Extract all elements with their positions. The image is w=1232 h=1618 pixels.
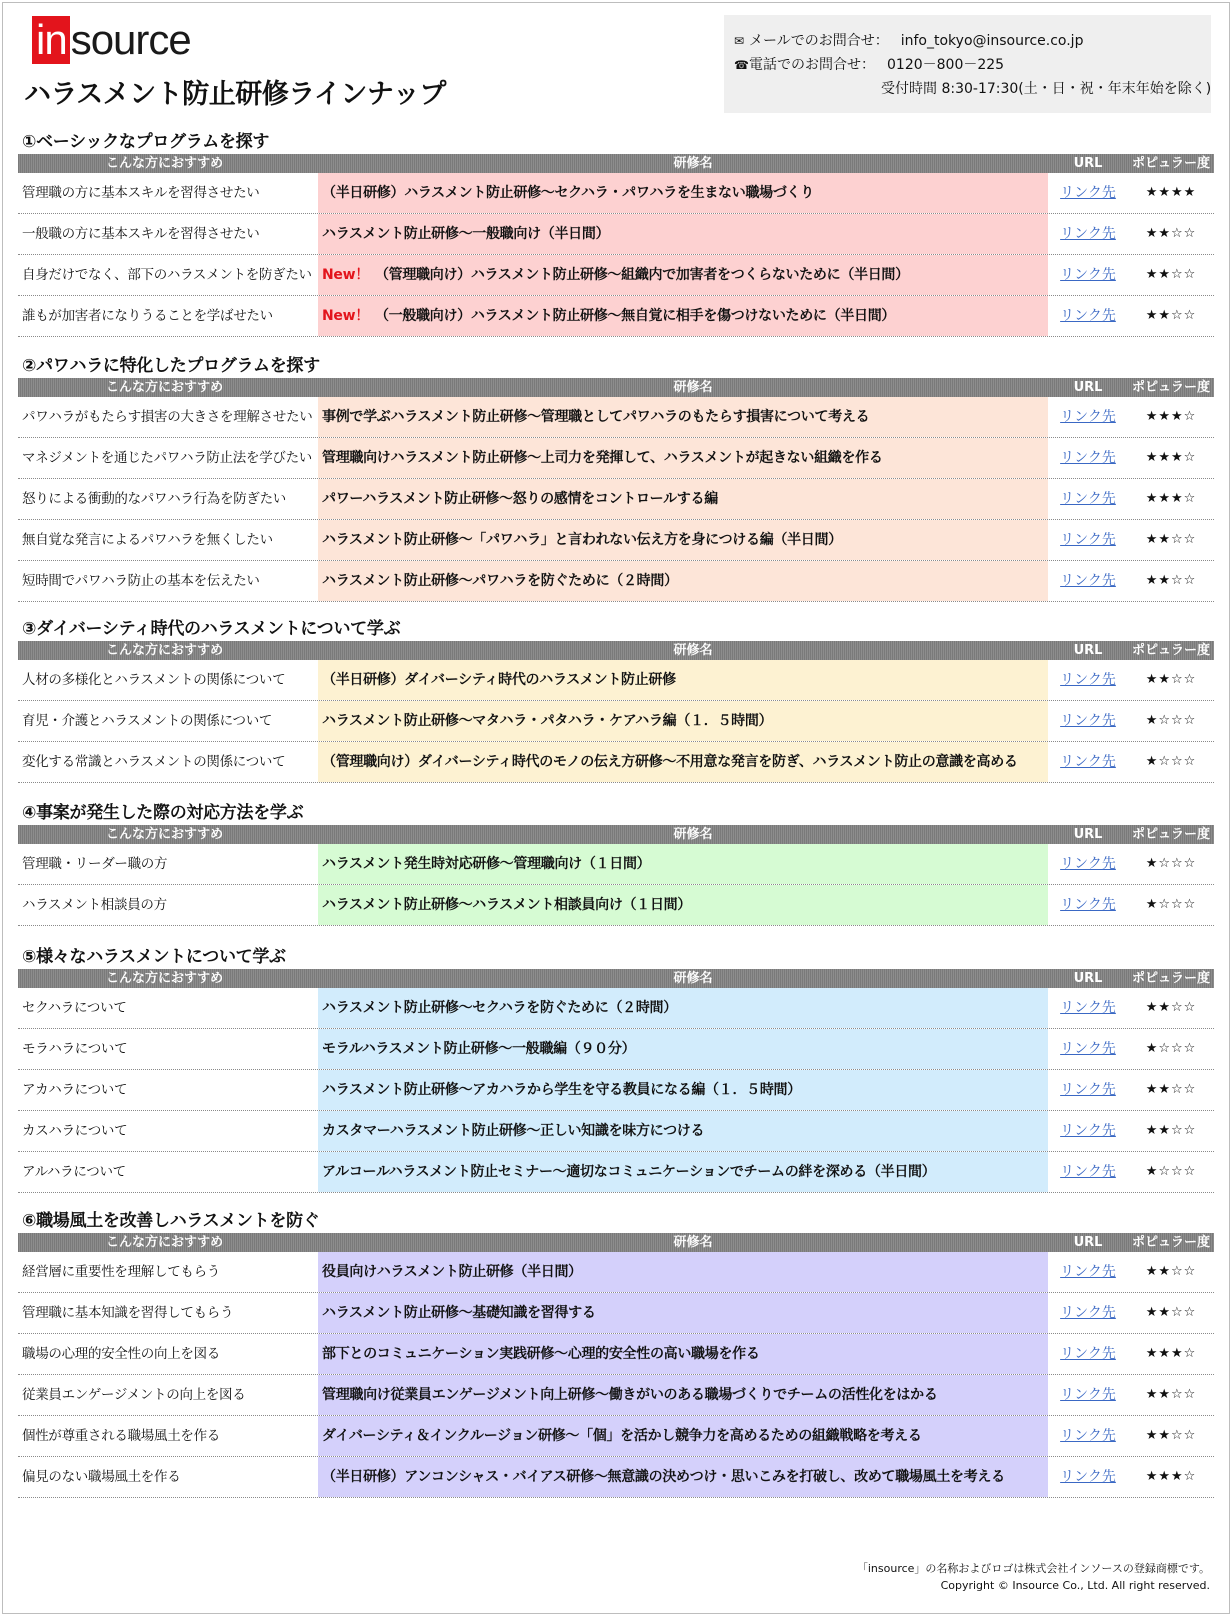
- course-name: 部下とのコミュニケーション実践研修～心理的安全性の高い職場を作る: [322, 1346, 760, 1362]
- course-section: [18, 354, 1214, 602]
- course-name-cell: [318, 520, 1048, 560]
- course-name-cell: [318, 701, 1048, 741]
- popularity-stars: ★★★★: [1145, 185, 1197, 200]
- url-cell: [1048, 561, 1128, 601]
- header-course: 研修名: [673, 156, 713, 171]
- course-name-cell: [318, 742, 1048, 782]
- header-popularity: ポピュラー度: [1131, 971, 1210, 986]
- url-cell: [1048, 1152, 1128, 1192]
- course-name: モラルハラスメント防止研修～一般職編（９０分）: [322, 1041, 636, 1057]
- course-name-cell: [318, 1029, 1048, 1069]
- url-cell: [1048, 1334, 1128, 1374]
- table-header: [18, 641, 1214, 660]
- recommended-target: 管理職の方に基本スキルを習得させたい: [22, 185, 260, 201]
- url-cell: [1048, 1029, 1128, 1069]
- course-name-cell: [318, 1070, 1048, 1110]
- popularity-stars: ★★☆☆: [1145, 573, 1197, 588]
- course-name: （管理職向け）ハラスメント防止研修～組織内で加害者をつくらないために（半日間）: [374, 267, 909, 283]
- recommended-target: 従業員エンゲージメントの向上を図る: [22, 1387, 246, 1403]
- popularity-stars: ★★☆☆: [1145, 1000, 1197, 1015]
- course-section: [18, 617, 1214, 783]
- course-name: ダイバーシティ＆インクルージョン研修～「個」を活かし競争力を高めるための組織戦略を考える: [322, 1428, 922, 1444]
- course-name: ハラスメント防止研修～一般職向け（半日間）: [322, 226, 610, 242]
- course-name-cell: [318, 296, 1048, 336]
- contact-phone-value[interactable]: 0120－800－225: [887, 57, 1005, 73]
- table-row: [18, 438, 1214, 479]
- recommended-target: 人材の多様化とハラスメントの関係について: [22, 672, 286, 688]
- course-name: 管理職向け従業員エンゲージメント向上研修～働きがいのある職場づくりでチームの活性化をはかる: [322, 1387, 938, 1403]
- contact-mail-label: メールでのお問合せ：: [749, 33, 889, 49]
- insource-logo[interactable]: [32, 16, 191, 64]
- popularity-stars: ★★☆☆: [1145, 1082, 1197, 1097]
- course-name: （一般職向け）ハラスメント防止研修～無自覚に相手を傷つけないために（半日間）: [374, 308, 896, 324]
- popularity-stars: ★★★☆: [1145, 491, 1197, 506]
- course-link[interactable]: リンク先: [1060, 1387, 1116, 1403]
- recommended-target: 職場の心理的安全性の向上を図る: [22, 1346, 220, 1362]
- header-course: 研修名: [673, 827, 713, 842]
- header-target: こんな方におすすめ: [106, 643, 224, 658]
- recommended-target: 変化する常識とハラスメントの関係について: [22, 754, 286, 770]
- recommended-target: 怒りによる衝動的なパワハラ行為を防ぎたい: [22, 491, 286, 507]
- course-link[interactable]: リンク先: [1060, 1041, 1116, 1057]
- popularity-stars: ★★☆☆: [1145, 672, 1197, 687]
- course-name: ハラスメント防止研修～「パワハラ」と言われない伝え方を身につける編（半日間）: [322, 532, 842, 548]
- url-cell: [1048, 1416, 1128, 1456]
- footer-copyright: Copyright © Insource Co., Ltd. All right reserved.: [940, 1579, 1210, 1592]
- table-row: [18, 1293, 1214, 1334]
- course-name-cell: [318, 1293, 1048, 1333]
- table-header: [18, 969, 1214, 988]
- header-popularity: ポピュラー度: [1131, 827, 1210, 842]
- url-cell: [1048, 255, 1128, 295]
- page-title: ハラスメント防止研修ラインナップ: [24, 79, 446, 110]
- recommended-target: 一般職の方に基本スキルを習得させたい: [22, 226, 260, 242]
- popularity-stars: ★★☆☆: [1145, 1123, 1197, 1138]
- course-name-cell: [318, 1252, 1048, 1292]
- header-url: URL: [1073, 643, 1103, 658]
- course-name-cell: [318, 885, 1048, 925]
- course-name: （半日研修）アンコンシャス・バイアス研修～無意識の決めつけ・思いこみを打破し、改めて職場風土を考える: [322, 1469, 1005, 1485]
- table-row: [18, 173, 1214, 214]
- header-course: 研修名: [673, 1235, 713, 1250]
- contact-hours: 受付時間 8:30-17:30(土・日・祝・年末年始を除く): [881, 81, 1212, 97]
- phone-icon: ☎: [734, 58, 749, 72]
- course-link[interactable]: リンク先: [1060, 1264, 1116, 1280]
- contact-phone-label: 電話でのお問合せ：: [749, 57, 875, 73]
- contact-mail-value[interactable]: info_tokyo@insource.co.jp: [900, 33, 1084, 49]
- table-header: [18, 378, 1214, 397]
- url-cell: [1048, 397, 1128, 437]
- recommended-target: マネジメントを通じたパワハラ防止法を学びたい: [22, 450, 312, 466]
- course-link[interactable]: リンク先: [1060, 1123, 1116, 1139]
- course-name-cell: [318, 1111, 1048, 1151]
- recommended-target: 誰もが加害者になりうることを学ばせたい: [22, 308, 273, 324]
- course-name: ハラスメント発生時対応研修～管理職向け（１日間）: [322, 856, 651, 872]
- table-row: [18, 397, 1214, 438]
- table-row: [18, 1029, 1214, 1070]
- course-link[interactable]: リンク先: [1060, 754, 1116, 770]
- course-link[interactable]: リンク先: [1060, 1346, 1116, 1362]
- popularity-stars: ★☆☆☆: [1145, 713, 1197, 728]
- table-row: [18, 701, 1214, 742]
- header-target: こんな方におすすめ: [106, 156, 224, 171]
- table-row: [18, 844, 1214, 885]
- popularity-stars: ★★☆☆: [1145, 267, 1197, 282]
- course-name: ハラスメント防止研修～アカハラから学生を守る教員になる編（１．５時間）: [322, 1082, 801, 1098]
- course-link[interactable]: リンク先: [1060, 1428, 1116, 1444]
- url-cell: [1048, 1457, 1128, 1497]
- contact-box: [724, 15, 1211, 113]
- course-section: [18, 130, 1214, 337]
- header-url: URL: [1073, 971, 1103, 986]
- course-name: アルコールハラスメント防止セミナー～適切なコミュニケーションでチームの絆を深める（半日間）: [322, 1164, 936, 1180]
- course-link[interactable]: リンク先: [1060, 1469, 1116, 1485]
- popularity-stars: ★★★☆: [1145, 450, 1197, 465]
- popularity-stars: ★☆☆☆: [1145, 1041, 1197, 1056]
- table-row: [18, 214, 1214, 255]
- table-row: [18, 1152, 1214, 1193]
- course-name-cell: [318, 438, 1048, 478]
- course-name: （半日研修）ダイバーシティ時代のハラスメント防止研修: [322, 672, 676, 688]
- header-popularity: ポピュラー度: [1131, 380, 1210, 395]
- recommended-target: 管理職に基本知識を習得してもらう: [22, 1305, 234, 1321]
- course-link[interactable]: リンク先: [1060, 226, 1116, 242]
- popularity-stars: ★★☆☆: [1145, 1428, 1197, 1443]
- course-name-cell: [318, 479, 1048, 519]
- course-name: 管理職向けハラスメント防止研修～上司力を発揮して、ハラスメントが起きない組織を作る: [322, 450, 883, 466]
- table-row: [18, 1416, 1214, 1457]
- url-cell: [1048, 742, 1128, 782]
- course-name-cell: [318, 561, 1048, 601]
- course-link[interactable]: リンク先: [1060, 185, 1116, 201]
- section-title: ③ダイバーシティ時代のハラスメントについて学ぶ: [22, 619, 401, 639]
- course-name-cell: [318, 173, 1048, 213]
- course-section: [18, 1209, 1214, 1498]
- course-link[interactable]: リンク先: [1060, 856, 1116, 872]
- course-link[interactable]: リンク先: [1060, 491, 1116, 507]
- url-cell: [1048, 844, 1128, 884]
- header-course: 研修名: [673, 971, 713, 986]
- header-popularity: ポピュラー度: [1131, 156, 1210, 171]
- course-link[interactable]: リンク先: [1060, 532, 1116, 548]
- recommended-target: 管理職・リーダー職の方: [22, 856, 168, 872]
- header-target: こんな方におすすめ: [106, 1235, 224, 1250]
- course-name-cell: [318, 988, 1048, 1028]
- course-name-cell: [318, 397, 1048, 437]
- url-cell: [1048, 1293, 1128, 1333]
- new-badge: New！: [322, 308, 369, 324]
- section-title: ⑤様々なハラスメントについて学ぶ: [22, 947, 286, 967]
- course-name: カスタマーハラスメント防止研修～正しい知識を味方につける: [322, 1123, 705, 1139]
- url-cell: [1048, 296, 1128, 336]
- section-title: ⑥職場風土を改善しハラスメントを防ぐ: [22, 1211, 320, 1231]
- table-row: [18, 296, 1214, 337]
- course-link[interactable]: リンク先: [1060, 1164, 1116, 1180]
- url-cell: [1048, 988, 1128, 1028]
- recommended-target: ハラスメント相談員の方: [22, 897, 167, 913]
- course-name: （管理職向け）ダイバーシティ時代のモノの伝え方研修～不用意な発言を防ぎ、ハラスメント防止の意識を高める: [322, 754, 1018, 770]
- table-row: [18, 561, 1214, 602]
- table-row: [18, 479, 1214, 520]
- url-cell: [1048, 1375, 1128, 1415]
- header-target: こんな方におすすめ: [106, 971, 224, 986]
- course-name-cell: [318, 1334, 1048, 1374]
- course-name: 事例で学ぶハラスメント防止研修～管理職としてパワハラのもたらす損害について考える: [322, 409, 870, 425]
- new-badge: New！: [322, 267, 369, 283]
- course-link[interactable]: リンク先: [1060, 267, 1116, 283]
- course-name: ハラスメント防止研修～ハラスメント相談員向け（１日間）: [322, 897, 692, 913]
- popularity-stars: ★★★☆: [1145, 1346, 1197, 1361]
- popularity-stars: ★★☆☆: [1145, 532, 1197, 547]
- table-header: [18, 825, 1214, 844]
- table-row: [18, 255, 1214, 296]
- course-link[interactable]: リンク先: [1060, 897, 1116, 913]
- course-name-cell: [318, 1416, 1048, 1456]
- url-cell: [1048, 1252, 1128, 1292]
- logo-wordmark: source: [70, 16, 191, 63]
- table-row: [18, 1334, 1214, 1375]
- recommended-target: モラハラについて: [22, 1041, 128, 1057]
- recommended-target: 短時間でパワハラ防止の基本を伝えたい: [22, 573, 260, 589]
- course-name: 役員向けハラスメント防止研修（半日間）: [322, 1264, 582, 1280]
- course-section: [18, 945, 1214, 1193]
- recommended-target: 偏見のない職場風土を作る: [22, 1469, 181, 1485]
- recommended-target: 無自覚な発言によるパワハラを無くしたい: [22, 532, 273, 548]
- course-name-cell: [318, 1375, 1048, 1415]
- course-link[interactable]: リンク先: [1060, 1082, 1116, 1098]
- popularity-stars: ★★★☆: [1145, 1469, 1197, 1484]
- recommended-target: 経営層に重要性を理解してもらう: [22, 1264, 220, 1280]
- table-row: [18, 660, 1214, 701]
- popularity-stars: ★☆☆☆: [1145, 897, 1197, 912]
- recommended-target: カスハラについて: [22, 1123, 128, 1139]
- header-popularity: ポピュラー度: [1131, 643, 1210, 658]
- recommended-target: 個性が尊重される職場風土を作る: [22, 1428, 220, 1444]
- url-cell: [1048, 214, 1128, 254]
- course-name: ハラスメント防止研修～パワハラを防ぐために（２時間）: [322, 573, 678, 589]
- course-link[interactable]: リンク先: [1060, 450, 1116, 466]
- popularity-stars: ★☆☆☆: [1145, 754, 1197, 769]
- url-cell: [1048, 438, 1128, 478]
- course-link[interactable]: リンク先: [1060, 672, 1116, 688]
- table-header: [18, 154, 1214, 173]
- course-name: ハラスメント防止研修～基礎知識を習得する: [322, 1305, 596, 1321]
- contact-phone-row: [734, 53, 1211, 77]
- url-cell: [1048, 173, 1128, 213]
- table-row: [18, 1111, 1214, 1152]
- course-link[interactable]: リンク先: [1060, 713, 1116, 729]
- url-cell: [1048, 1070, 1128, 1110]
- course-name-cell: [318, 214, 1048, 254]
- header-url: URL: [1073, 827, 1103, 842]
- course-name-cell: [318, 844, 1048, 884]
- course-name: ハラスメント防止研修～マタハラ・パタハラ・ケアハラ編（１．５時間）: [322, 713, 773, 729]
- logo-in-mark: in: [32, 16, 70, 64]
- popularity-stars: ★★★☆: [1145, 409, 1197, 424]
- footer-trademark: 「insource」の名称およびロゴは株式会社インソースの登録商標です。: [856, 1562, 1210, 1575]
- header-target: こんな方におすすめ: [106, 827, 224, 842]
- url-cell: [1048, 885, 1128, 925]
- recommended-target: セクハラについて: [22, 1000, 127, 1016]
- url-cell: [1048, 660, 1128, 700]
- recommended-target: 育児・介護とハラスメントの関係について: [22, 713, 273, 729]
- table-row: [18, 520, 1214, 561]
- recommended-target: パワハラがもたらす損害の大きさを理解させたい: [22, 409, 313, 425]
- course-name-cell: [318, 660, 1048, 700]
- course-name-cell: [318, 1152, 1048, 1192]
- popularity-stars: ★☆☆☆: [1145, 856, 1197, 871]
- course-link[interactable]: リンク先: [1060, 1305, 1116, 1321]
- popularity-stars: ★★☆☆: [1145, 1264, 1197, 1279]
- url-cell: [1048, 520, 1128, 560]
- header-url: URL: [1073, 1235, 1103, 1250]
- header-url: URL: [1073, 380, 1103, 395]
- popularity-stars: ★★☆☆: [1145, 226, 1197, 241]
- popularity-stars: ★★☆☆: [1145, 1305, 1197, 1320]
- course-section: [18, 801, 1214, 926]
- mail-icon: ✉: [734, 34, 745, 48]
- url-cell: [1048, 479, 1128, 519]
- url-cell: [1048, 1111, 1128, 1151]
- popularity-stars: ★★☆☆: [1145, 308, 1197, 323]
- table-row: [18, 1252, 1214, 1293]
- header-course: 研修名: [673, 643, 713, 658]
- popularity-stars: ★☆☆☆: [1145, 1164, 1197, 1179]
- course-link[interactable]: リンク先: [1060, 573, 1116, 589]
- recommended-target: アカハラについて: [22, 1082, 128, 1098]
- course-name-cell: [318, 255, 1048, 295]
- table-row: [18, 1375, 1214, 1416]
- table-header: [18, 1233, 1214, 1252]
- table-row: [18, 988, 1214, 1029]
- header-popularity: ポピュラー度: [1131, 1235, 1210, 1250]
- course-name: パワーハラスメント防止研修～怒りの感情をコントロールする編: [322, 491, 718, 507]
- course-link[interactable]: リンク先: [1060, 308, 1116, 324]
- course-name-cell: [318, 1457, 1048, 1497]
- course-name: ハラスメント防止研修～セクハラを防ぐために（２時間）: [322, 1000, 677, 1016]
- table-row: [18, 742, 1214, 783]
- popularity-stars: ★★☆☆: [1145, 1387, 1197, 1402]
- course-link[interactable]: リンク先: [1060, 1000, 1116, 1016]
- course-name: （半日研修）ハラスメント防止研修～セクハラ・パワハラを生まない職場づくり: [322, 185, 814, 201]
- footer: [857, 1560, 1210, 1594]
- contact-mail-row: [734, 29, 1211, 53]
- course-link[interactable]: リンク先: [1060, 409, 1116, 425]
- table-row: [18, 1070, 1214, 1111]
- header-url: URL: [1073, 156, 1103, 171]
- recommended-target: アルハラについて: [22, 1164, 126, 1180]
- recommended-target: 自身だけでなく、部下のハラスメントを防ぎたい: [22, 267, 312, 283]
- header-course: 研修名: [673, 380, 713, 395]
- table-row: [18, 885, 1214, 926]
- url-cell: [1048, 701, 1128, 741]
- section-title: ①ベーシックなプログラムを探す: [22, 132, 270, 152]
- table-row: [18, 1457, 1214, 1498]
- section-title: ②パワハラに特化したプログラムを探す: [22, 356, 320, 376]
- header-target: こんな方におすすめ: [106, 380, 224, 395]
- section-title: ④事案が発生した際の対応方法を学ぶ: [22, 803, 304, 823]
